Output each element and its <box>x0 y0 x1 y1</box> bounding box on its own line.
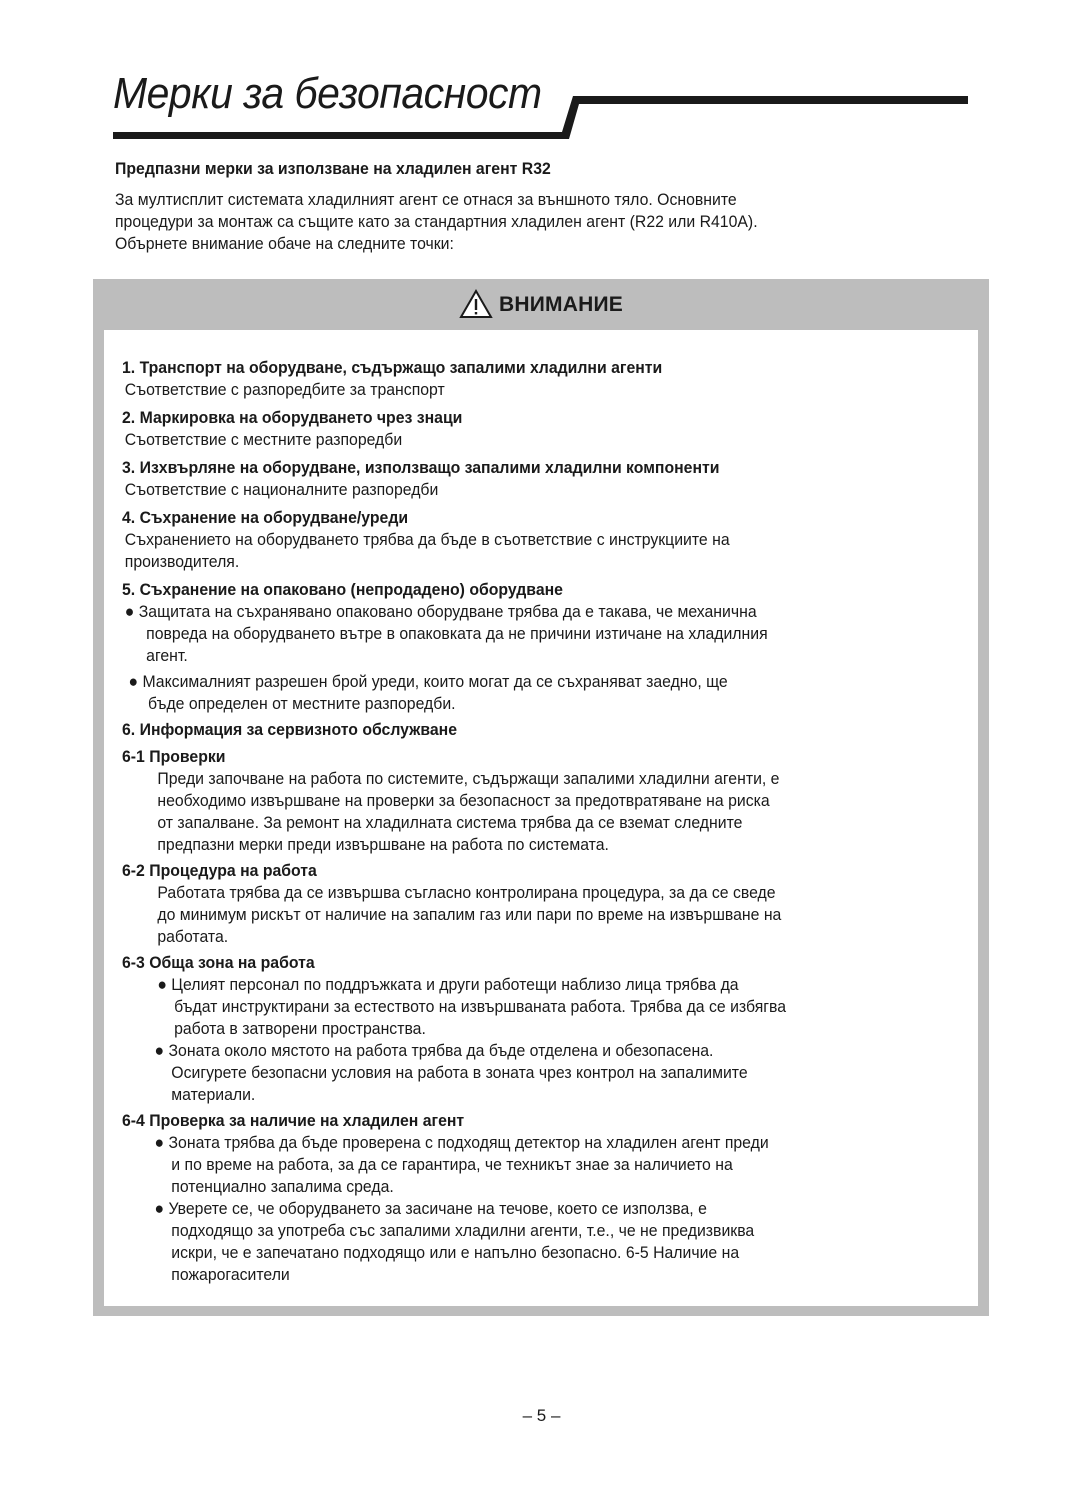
bullet-line: потенциално запалима среда. <box>171 1177 394 1196</box>
bullet-line: и по време на работа, за да се гарантира, че техникът знае за наличието на <box>171 1155 733 1174</box>
subitem-body: от запалване. За ремонт на хладилната система трябва да се вземат следните <box>157 813 743 832</box>
bullet-line: пожарогасители <box>171 1265 290 1284</box>
bullet-line: материали. <box>171 1085 256 1104</box>
subitem-body: Преди започване на работа по системите, съдържащи запалими хладилни агенти, е <box>157 769 780 788</box>
caution-content <box>122 357 982 1286</box>
intro-line: процедури за монтаж са същите като за стандартния хладилен агент (R22 или R410A). <box>115 212 758 231</box>
intro-line: За мултисплит системата хладилният агент се отнася за външното тяло. Основните <box>115 190 737 209</box>
bullet-line: повреда на оборудването вътре в опаковката да не причини изтичане на хладилния <box>146 624 768 643</box>
subitem-heading: 6-2 Процедура на работа <box>122 861 317 880</box>
title-underline-rule <box>0 0 1083 160</box>
item-heading: 5. Съхранение на опаковано (непродадено) оборудване <box>122 580 563 599</box>
bullet-line: ● Максималният разрешен брой уреди, които могат да се съхраняват заедно, ще <box>128 672 728 691</box>
warning-triangle-icon <box>459 289 493 319</box>
bullet-line: работа в затворени пространства. <box>174 1019 426 1038</box>
subitem-heading: 6-3 Обща зона на работа <box>122 953 315 972</box>
item-heading: 2. Маркировка на оборудването чрез знаци <box>122 408 463 427</box>
bullet-line: ● Уверете се, че оборудването за засичане на течове, което се използва, е <box>154 1199 707 1218</box>
subitem-heading: 6-1 Проверки <box>122 747 226 766</box>
bullet-line: искри, че е запечатано подходящо или е напълно безопасно. 6-5 Наличие на <box>171 1243 740 1262</box>
bullet-line: ● Целият персонал по поддръжката и други работещи наблизо лица трябва да <box>157 975 739 994</box>
item-body: Съответствие с националните разпоредби <box>124 480 439 499</box>
bullet-line: подходящо за употреба със запалими хладилни агенти, т.е., че не предизвиква <box>171 1221 755 1240</box>
bullet-line: ● Зоната около мястото на работа трябва да бъде отделена и обезопасена. <box>154 1041 714 1060</box>
page-title: Мерки за безопасност <box>113 69 542 118</box>
intro-paragraph <box>115 189 975 255</box>
page-number: – 5 – <box>522 1406 561 1425</box>
item-body: Съхранението на оборудването трябва да бъде в съответствие с инструкциите на <box>124 530 730 549</box>
intro-line: Обърнете внимание обаче на следните точки: <box>115 234 454 253</box>
subitem-body: необходимо извършване на проверки за безопасност за предотвратяване на риска <box>157 791 770 810</box>
subitem-body: работата. <box>157 927 229 946</box>
item-body: Съответствие с местните разпоредби <box>124 430 403 449</box>
bullet-line: агент. <box>146 646 188 665</box>
bullet-line: бъде определен от местните разпоредби. <box>148 694 456 713</box>
section-subheading: Предпазни мерки за използване на хладилен агент R32 <box>115 159 551 178</box>
item-body: производителя. <box>124 552 240 571</box>
subitem-body: предпазни мерки преди извършване на работа по системата. <box>157 835 609 854</box>
item-heading: 3. Изхвърляне на оборудване, използващо запалими хладилни компоненти <box>122 458 720 477</box>
subitem-body: Работата трябва да се извършва съгласно контролирана процедура, за да се сведе <box>157 883 776 902</box>
item-heading: 6. Информация за сервизното обслужване <box>122 720 458 739</box>
caution-label: ВНИМАНИЕ <box>499 292 623 316</box>
caution-header <box>93 279 989 330</box>
bullet-line: бъдат инструктирани за естеството на извършваната работа. Трябва да се избягва <box>174 997 787 1016</box>
bullet-line: ● Зоната трябва да бъде проверена с подходящ детектор на хладилен агент преди <box>154 1133 769 1152</box>
item-body: Съответствие с разпоредбите за транспорт <box>124 380 445 399</box>
subitem-body: до минимум рискът от наличие на запалим газ или пари по време на извършване на <box>157 905 782 924</box>
subitem-heading: 6-4 Проверка за наличие на хладилен агент <box>122 1111 465 1130</box>
bullet-line: ● Защитата на съхранявано опаковано оборудване трябва да е такава, че механична <box>124 602 757 621</box>
item-heading: 1. Транспорт на оборудване, съдържащо запалими хладилни агенти <box>122 358 663 377</box>
item-heading: 4. Съхранение на оборудване/уреди <box>122 508 409 527</box>
bullet-line: Осигурете безопасни условия на работа в зоната чрез контрол на запалимите <box>171 1063 748 1082</box>
